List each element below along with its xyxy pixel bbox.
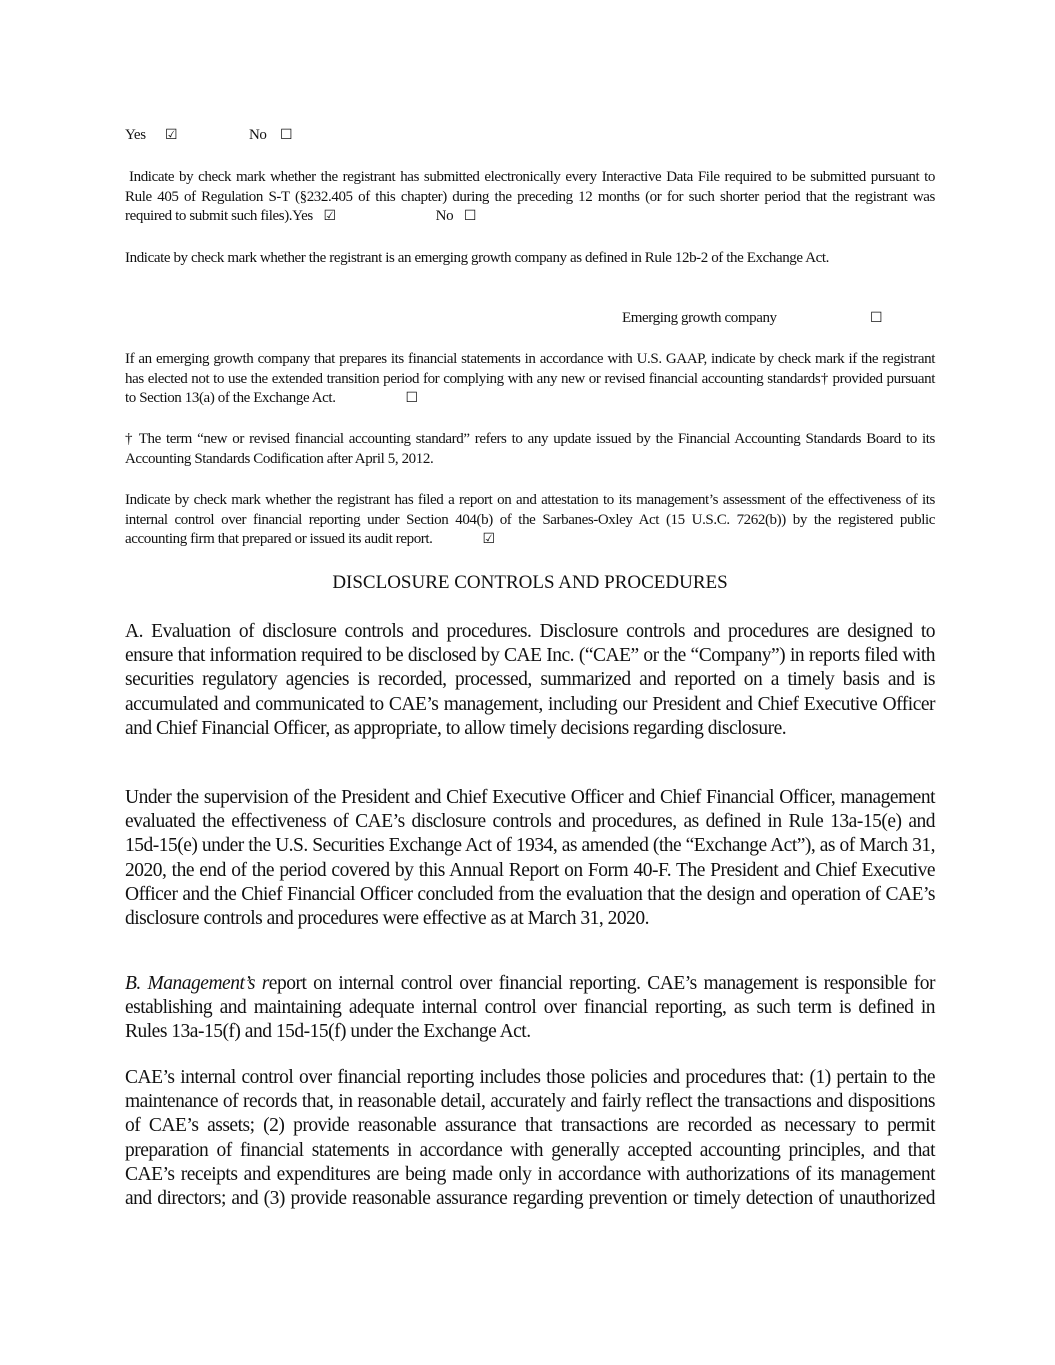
interactive-data-paragraph [125,168,935,227]
egc-label: Emerging growth company [622,310,777,326]
unchecked-box-icon[interactable]: ☐ [463,208,477,224]
footnote-paragraph [125,430,935,469]
section-b-lead: B. Management’s r [125,973,269,994]
transition-period-text: If an emerging growth company that prepares its financial statements in accordance with U.S. GAAP, indicate by check mark if the registrant has elected not to use the extended transition period for complying with any new or revised financial accounting standards† provided pursuant to Section 13(a) of the Exchange Act. [125,351,935,406]
section-a-paragraph [125,620,935,741]
section-b-paragraph [125,972,935,1045]
section-heading: DISCLOSURE CONTROLS AND PROCEDURES [332,572,728,593]
egc-question-paragraph [125,249,935,269]
unchecked-box-icon[interactable]: ☐ [405,390,418,406]
yes-label: Yes [292,208,313,224]
yes-label: Yes [125,127,146,143]
interactive-data-text: Indicate by check mark whether the registrant has submitted electronically every Interactive Data File required to be submitted pursuant to Rule 405 of Regulation S-T (§232.405 of this chapter) during the preceding 12 months (or for such shorter period that the registrant was required to submit such files). [125,169,935,224]
unchecked-box-icon[interactable]: ☐ [870,310,883,326]
attestation-paragraph [125,491,935,550]
filing-requirement-row [125,126,935,146]
icfr-paragraph [125,1066,935,1211]
icfr-text: CAE’s internal control over financial reporting includes those policies and procedures that: (1) pertain to the maintenance of records that, in reasonable detail, accurately and fairly reflect the transactions and dispositions of CAE’s assets; (2) provide reasonable assurance that transactions are recorded as necessary to permit preparation of financial statements in accordance with generally accepted accounting principles, and that CAE’s receipts and expenditures are being made only in accordance with authorizations of its management and directors; and (3) provide reasonable assurance regarding prevention or timely detection of unauthorized [125,1067,935,1210]
supervision-text: Under the supervision of the President and Chief Executive Officer and Chief Financial Officer, management evaluated the effectiveness of CAE’s disclosure controls and procedures, as defined in Rule 13a-15(e) and 15d-15(e) under the U.S. Securities Exchange Act of 1934, as amended (the “Exchange Act”), as of March 31, 2020, the end of the period covered by this Annual Report on Form 40-F. The President and Chief Executive Officer and the Chief Financial Officer concluded from the evaluation that the design and operation of CAE’s disclosure controls and procedures were effective as at March 31, 2020. [125,787,935,930]
footnote-text: † The term “new or revised financial accounting standard” refers to any update issued by the Financial Accounting Standards Board to its Accounting Standards Codification after April 5, 2012. [125,431,935,467]
supervision-paragraph [125,786,935,931]
section-b-text: eport on internal control over financial reporting. CAE’s management is responsible for establishing and maintaining adequate internal control over financial reporting, as such term is defined in Rules 13a-15(f) and 15d-15(f) under the Exchange Act. [125,973,936,1043]
egc-row [125,309,935,329]
no-label: No [435,208,454,224]
section-a-text: A. Evaluation of disclosure controls and procedures. Disclosure controls and procedures are designed to ensure that information required to be disclosed by CAE Inc. (“CAE” or the “Company”) in reports filed with securities regulatory agencies is recorded, processed, summarized and reported on a timely basis and is accumulated and communicated to CAE’s management, including our President and Chief Executive Officer and Chief Financial Officer, as appropriate, to allow timely decisions regarding disclosure. [125,621,935,739]
checked-box-icon[interactable]: ☑ [482,531,495,547]
checked-box-icon[interactable]: ☑ [165,127,178,143]
checked-box-icon[interactable]: ☑ [323,208,336,224]
no-label: No [249,127,267,143]
egc-question-text: Indicate by check mark whether the registrant is an emerging growth company as defined in Rule 12b-2 of the Exchange Act. [125,250,829,266]
transition-period-paragraph [125,350,935,409]
attestation-text: Indicate by check mark whether the registrant has filed a report on and attestation to its management’s assessment of the effectiveness of its internal control over financial reporting under Section 404(b) of the Sarbanes-Oxley Act (15 U.S.C. 7262(b)) by the registered public accounting firm that prepared or issued its audit report. [125,492,935,547]
unchecked-box-icon[interactable]: ☐ [280,127,293,143]
